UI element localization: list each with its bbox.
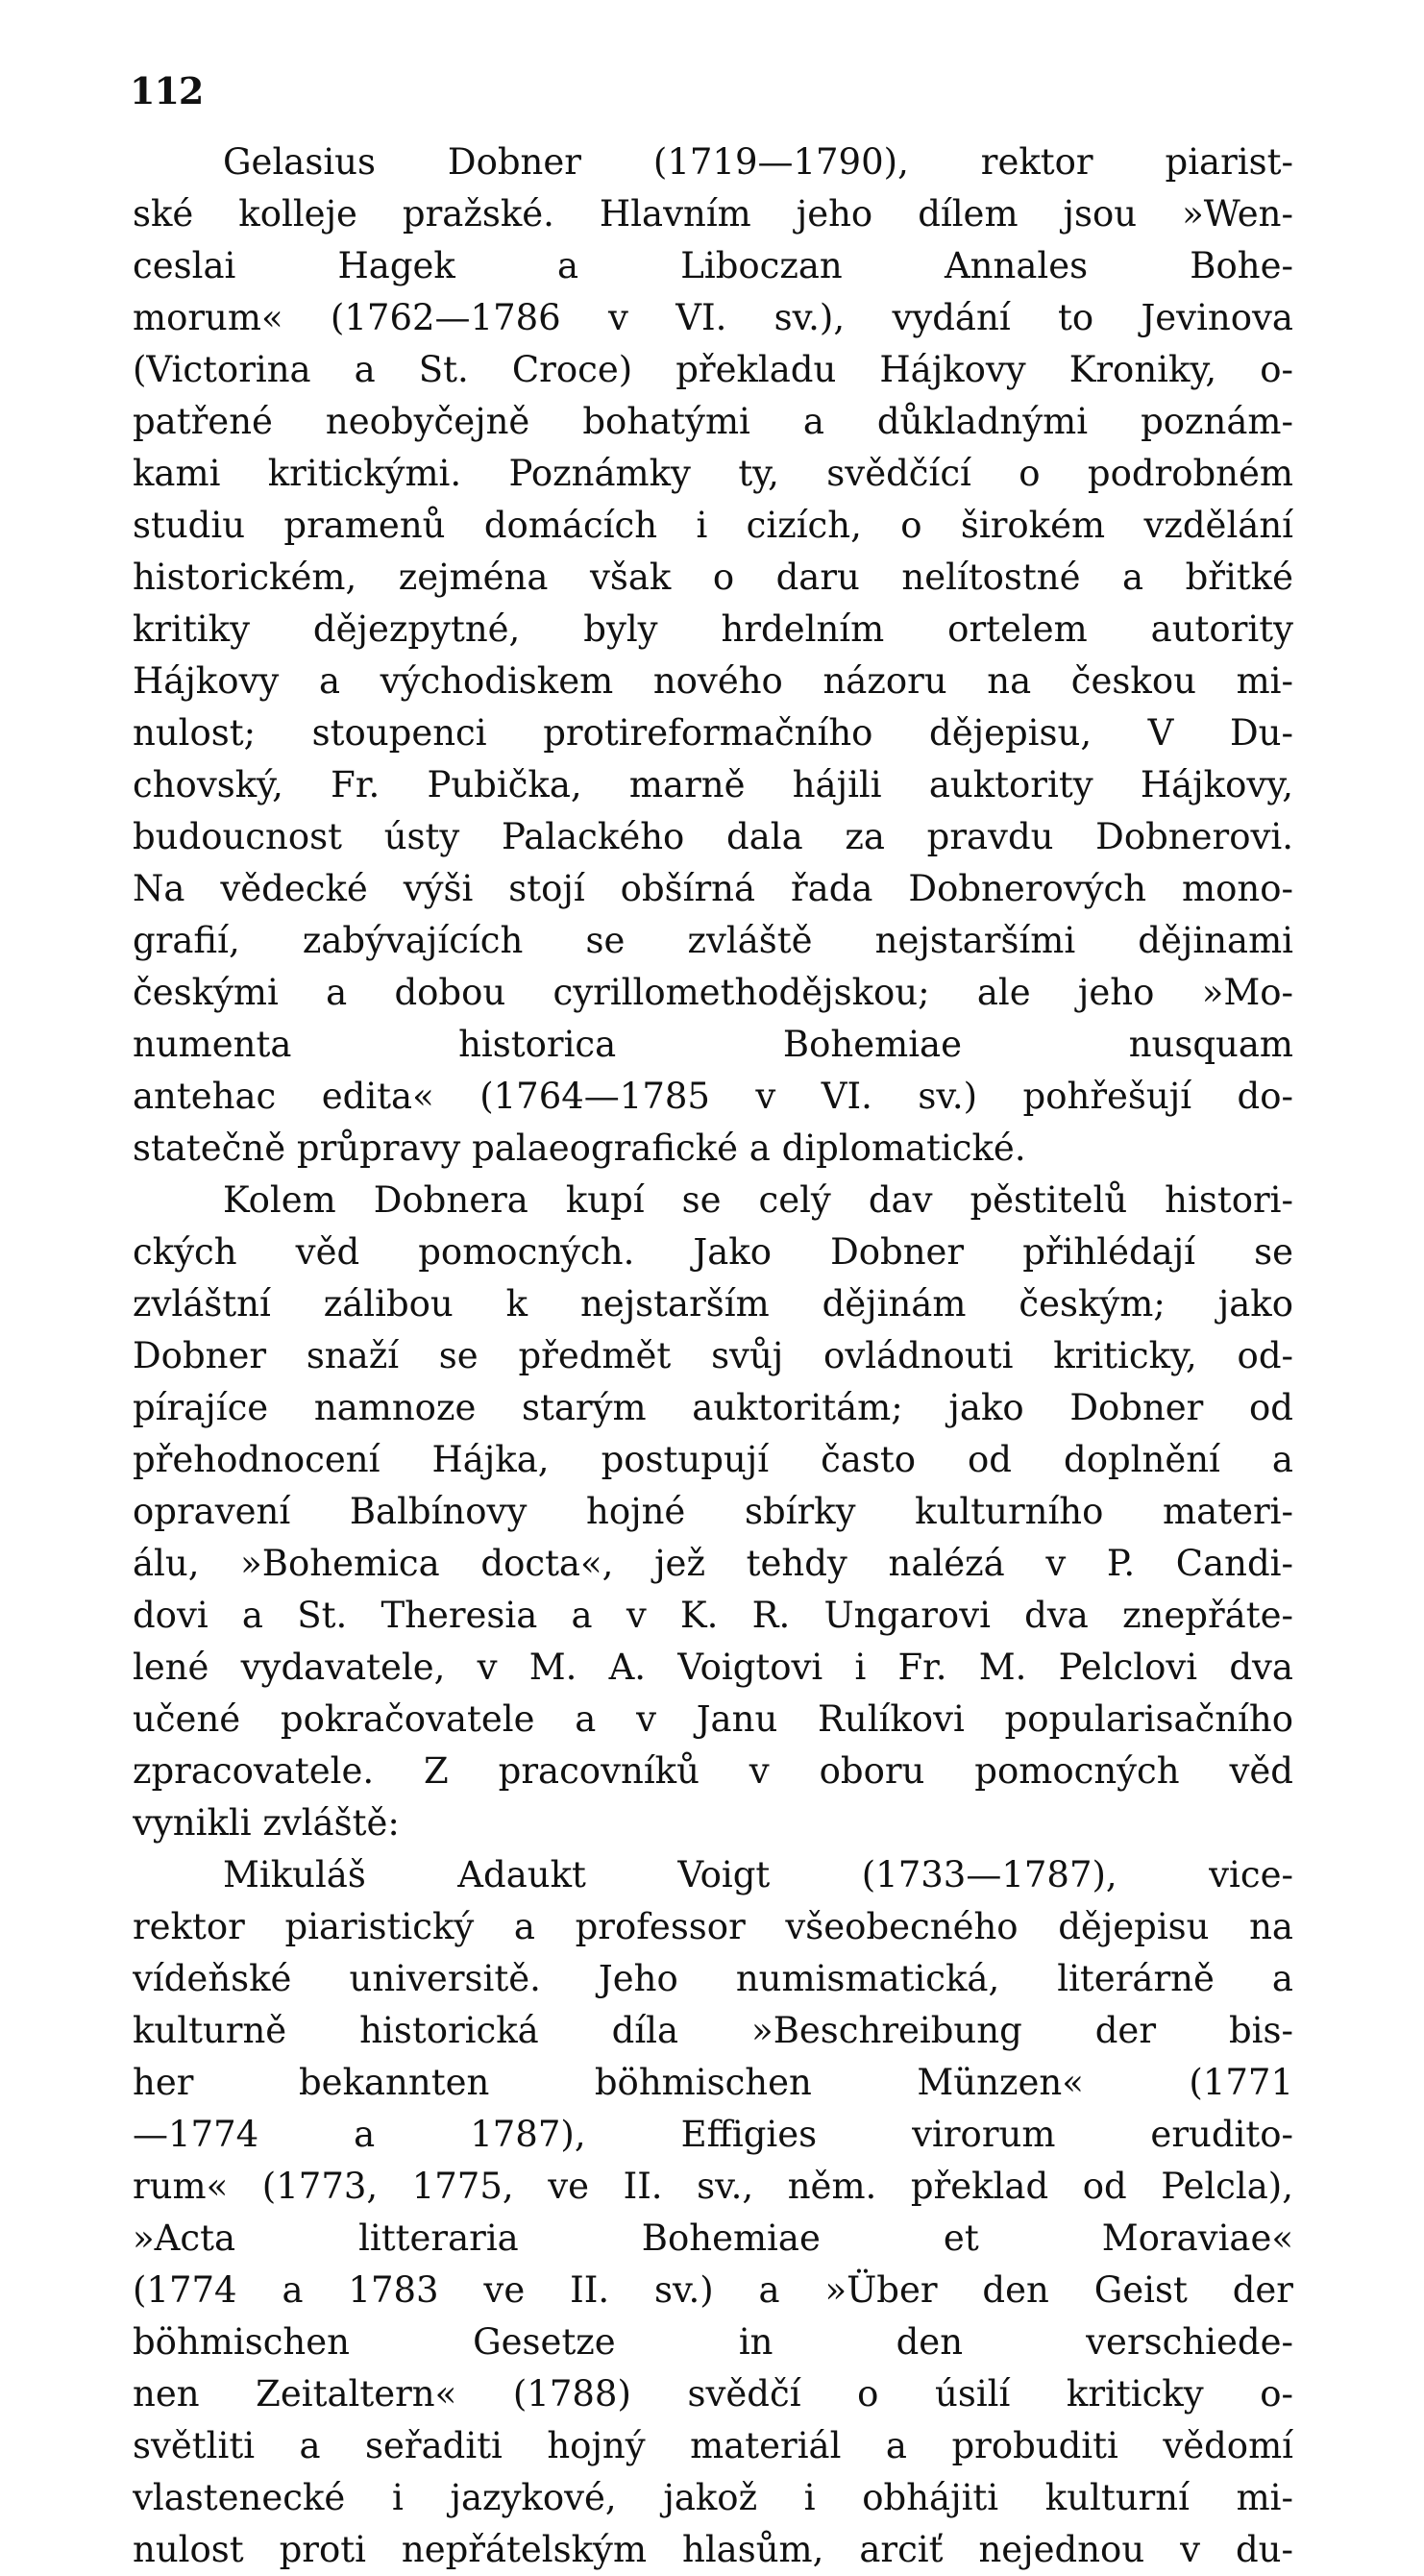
text-line: kulturně historická díla »Beschreibung der bis- [133, 2010, 1293, 2051]
text-line: grafií, zabývajících se zvláště nejstaršími dějinami [133, 920, 1293, 961]
text-line: her bekannten böhmischen Münzen« (1771 [133, 2062, 1293, 2103]
text-line: Kolem Dobnera kupí se celý dav pěstitelů histori- [223, 1179, 1293, 1221]
text-line: chovský, Fr. Pubička, marně hájili auktority Hájkovy, [133, 764, 1293, 805]
text-line: vídeňské universitě. Jeho numismatická, literárně a [133, 1958, 1293, 1999]
text-line: rum« (1773, 1775, ve II. sv., něm. překlad od Pelcla), [133, 2166, 1293, 2207]
text-line: patřené neobyčejně bohatými a důkladnými poznám- [133, 401, 1293, 442]
text-line: pírajíce namnoze starým auktoritám; jako Dobner od [133, 1387, 1293, 1428]
text-line: álu, »Bohemica docta«, jež tehdy nalézá v P. Candi- [133, 1543, 1293, 1584]
text-line: dovi a St. Theresia a v K. R. Ungarovi dva znepřáte- [133, 1595, 1293, 1636]
text-line: nen Zeitaltern« (1788) svědčí o úsilí kriticky o- [133, 2373, 1293, 2415]
text-line: rektor piaristický a professor všeobecného dějepisu na [133, 1906, 1293, 1947]
text-line: českými a dobou cyrillomethodějskou; ale jeho »Mo- [133, 972, 1293, 1013]
text-line: statečně průpravy palaeografické a diplomatické. [133, 1127, 1026, 1169]
text-line: Dobner snaží se předmět svůj ovládnouti kriticky, od- [133, 1335, 1293, 1376]
text-line: vlastenecké i jazykové, jakož i obhájiti kulturní mi- [133, 2477, 1293, 2518]
text-line: böhmischen Gesetze in den verschiede- [133, 2321, 1293, 2363]
text-line: historickém, zejména však o daru nelítostné a břitké [133, 557, 1293, 598]
text-line: (1774 a 1783 ve II. sv.) a »Über den Geist der [133, 2269, 1293, 2311]
text-line: kritiky dějezpytné, byly hrdelním ortelem autority [133, 608, 1293, 650]
text-line: numenta historica Bohemiae nusquam [133, 1024, 1293, 1065]
text-line: Na vědecké výši stojí obšírná řada Dobnerových mono- [133, 868, 1293, 909]
text-line: Hájkovy a východiskem nového názoru na českou mi- [133, 660, 1293, 702]
text-line: vynikli zvláště: [133, 1802, 400, 1844]
page-number: 112 [130, 69, 204, 112]
text-line: studiu pramenů domácích i cizích, o širokém vzdělání [133, 505, 1293, 546]
text-line: (Victorina a St. Croce) překladu Hájkovy Kroniky, o- [133, 349, 1293, 390]
text-line: učené pokračovatele a v Janu Rulíkovi popularisačního [133, 1698, 1293, 1740]
text-line: opravení Balbínovy hojné sbírky kulturního materi- [133, 1491, 1293, 1532]
text-line: ceslai Hagek a Liboczan Annales Bohe- [133, 245, 1293, 286]
text-line: morum« (1762—1786 v VI. sv.), vydání to Jevinova [133, 297, 1293, 338]
text-line: Gelasius Dobner (1719—1790), rektor piarist- [223, 141, 1293, 183]
text-line: Mikuláš Adaukt Voigt (1733—1787), vice- [223, 1854, 1293, 1895]
text-line: budoucnost ústy Palackého dala za pravdu Dobnerovi. [133, 816, 1293, 857]
text-line: zvláštní zálibou k nejstarším dějinám českým; jako [133, 1283, 1293, 1325]
text-line: antehac edita« (1764—1785 v VI. sv.) pohřešují do- [133, 1076, 1293, 1117]
text-line: světliti a seřaditi hojný materiál a probuditi vědomí [133, 2425, 1293, 2466]
text-line: nulost; stoupenci protireformačního dějepisu, V Du- [133, 712, 1293, 754]
body-text [133, 136, 1293, 2576]
text-line: ckých věd pomocných. Jako Dobner přihlédají se [133, 1231, 1293, 1273]
text-line: »Acta litteraria Bohemiae et Moraviae« [133, 2217, 1293, 2259]
text-line: zpracovatele. Z pracovníků v oboru pomocných věd [133, 1750, 1293, 1792]
text-line: kami kritickými. Poznámky ty, svědčící o podrobném [133, 453, 1293, 494]
text-line: přehodnocení Hájka, postupují často od doplnění a [133, 1439, 1293, 1480]
text-line: —1774 a 1787), Effigies virorum erudito- [133, 2114, 1293, 2155]
text-line: nulost proti nepřátelským hlasům, arciť nejednou v du- [133, 2529, 1293, 2570]
text-line: lené vydavatele, v M. A. Voigtovi i Fr. M. Pelclovi dva [133, 1647, 1293, 1688]
text-line: ské kolleje pražské. Hlavním jeho dílem jsou »Wen- [133, 193, 1293, 235]
